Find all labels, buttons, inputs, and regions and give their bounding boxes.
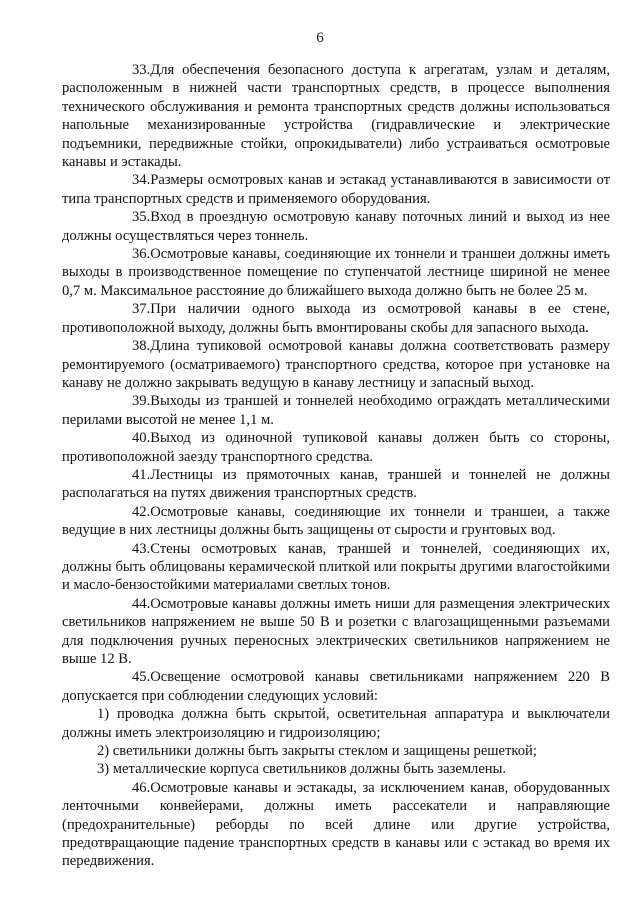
- paragraph-number: 42.: [132, 503, 151, 520]
- list-item-3: [62, 760, 610, 778]
- paragraph-number: 39.: [132, 393, 151, 410]
- paragraph-text: Выход из одиночной тупиковой канавы должен быть со стороны, противоположной заезду транспортного средства.: [62, 430, 610, 465]
- list-item-1: [62, 705, 610, 742]
- paragraph-number: 43.: [132, 540, 151, 557]
- page-number: 6: [316, 30, 324, 46]
- paragraph-text: Стены осмотровых канав, траншей и тоннелей, соединяющих их, должны быть облицованы керамической плиткой или покрыты другими влагостойкими и масло-бензостойкими материалами светлых тонов.: [62, 540, 610, 594]
- paragraph-number: 33.: [132, 62, 151, 78]
- paragraph-43: [62, 540, 610, 595]
- paragraph-number: 34.: [132, 172, 151, 189]
- paragraph-40: [62, 429, 610, 466]
- paragraph-text: Осмотровые канавы, соединяющие их тоннели и траншеи, а также ведущие в них лестницы должны быть защищены от сырости и грунтовых вод.: [62, 503, 610, 539]
- paragraph-number: 38.: [132, 338, 151, 355]
- paragraph-39: [62, 392, 610, 429]
- paragraph-number: 45.: [132, 669, 151, 686]
- paragraph-34: [62, 171, 610, 208]
- paragraph-number: 37.: [132, 301, 151, 318]
- paragraph-44: [62, 595, 610, 669]
- paragraph-33: [62, 61, 610, 171]
- paragraph-text: Осмотровые канавы, соединяющие их тоннели и траншеи должны иметь выходы в производственное помещение по ступенчатой лестнице шириной не менее 0,7 м. Максимальное расстояние до ближайшего выхода должно быть не более 25 м.: [62, 246, 610, 299]
- paragraph-text: Лестницы из прямоточных канав, траншей и тоннелей не должны располагаться на путях движения транспортных средств.: [62, 466, 610, 502]
- list-item-text: 2) светильники должны быть закрыты стеклом и защищены решеткой;: [97, 743, 537, 760]
- paragraph-text: Длина тупиковой осмотровой канавы должна соответствовать размеру ремонтируемого (осматриваемого) транспортного средства, которое при установке на канаву не должно закрывать ведущую в канаву лестницу и запасный выход.: [62, 338, 610, 391]
- paragraph-41: [62, 466, 610, 503]
- paragraph-text: Выходы из траншей и тоннелей необходимо ограждать металлическими перилами высотой не менее 1,1 м.: [62, 393, 610, 428]
- document-body: [62, 61, 610, 871]
- paragraph-number: 44.: [132, 595, 151, 612]
- paragraph-number: 40.: [132, 430, 151, 447]
- list-item-2: [62, 742, 610, 760]
- list-item-text: 3) металлические корпуса светильников должны быть заземлены.: [97, 761, 507, 778]
- paragraph-number: 41.: [132, 466, 151, 483]
- paragraph-text: Для обеспечения безопасного доступа к агрегатам, узлам и деталям, расположенным в нижней части транспортных средств, в процессе выполнения технического обслуживания и ремонта транспортных средств должны использоваться напольные механизированные устройства (гидравлические и электрические подъемники, передвижные стойки, опрокидыватели) либо устраиваться осмотровые канавы и эстакады.: [62, 62, 610, 171]
- paragraph-37: [62, 300, 610, 337]
- paragraph-46: [62, 779, 610, 871]
- paragraph-text: Размеры осмотровых канав и эстакад устанавливаются в зависимости от типа транспортных средств и применяемого оборудования.: [62, 172, 610, 207]
- paragraph-35: [62, 208, 610, 245]
- paragraph-38: [62, 337, 610, 392]
- paragraph-text: Осмотровые канавы должны иметь ниши для размещения электрических светильников напряжением не выше 50 В и розетки с влагозащищенными разъемами для подключения ручных переносных электрических светильников напряжением не выше 12 В.: [62, 595, 610, 667]
- paragraph-42: [62, 503, 610, 540]
- paragraph-text: Освещение осмотровой канавы светильниками напряжением 220 В допускается при соблюдении следующих условий:: [62, 669, 610, 704]
- paragraph-number: 35.: [132, 209, 151, 226]
- paragraph-number: 46.: [132, 779, 151, 796]
- paragraph-number: 36.: [132, 246, 151, 263]
- paragraph-45: [62, 668, 610, 705]
- paragraph-text: Вход в проездную осмотровую канаву поточных линий и выход из нее должны осуществляться через тоннель.: [62, 209, 610, 244]
- paragraph-text: Осмотровые канавы и эстакады, за исключением канав, оборудованных ленточными конвейерами, должны иметь рассекатели и направляющие (предохранительные) реборды по всей длине или другие устройства, предотвращающие падение транспортных средств в канавы или с эстакад во время их передвижения.: [62, 779, 610, 870]
- list-item-text: 1) проводка должна быть скрытой, осветительная аппаратура и выключатели должны иметь электроизоляцию и гидроизоляцию;: [62, 706, 610, 741]
- paragraph-36: [62, 245, 610, 300]
- paragraph-text: При наличии одного выхода из осмотровой канавы в ее стене, противоположной выходу, должны быть вмонтированы скобы для запасного выхода.: [62, 301, 610, 336]
